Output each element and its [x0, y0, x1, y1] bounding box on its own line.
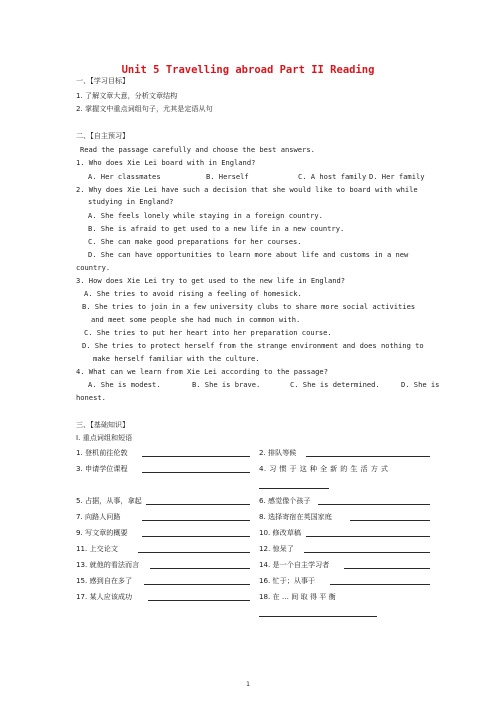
answer-blank-18[interactable] [259, 616, 377, 617]
phrase-9: 9. 写文章的概要 [76, 528, 128, 537]
q3-option-a: A. She tries to avoid rising a feeling of homesick. [84, 289, 302, 298]
question-4: 4. What can we learn from Xie Lei according to the passage? [76, 367, 328, 376]
q3-option-b: B. She tries to join in a few university clubs to share more social activities [82, 302, 416, 311]
q3-option-c: C. She tries to put her heart into her preparation course. [84, 328, 332, 337]
phrase-6: 6. 感觉像个孩子 [259, 496, 311, 505]
phrase-13: 13. 就他的看法而言 [76, 560, 140, 569]
phrase-12: 12. 惊呆了 [259, 544, 294, 553]
question-3: 3. How does Xie Lei try to get used to the new life in England? [76, 276, 346, 285]
question-1: 1. Who does Xie Lei board with in England? [76, 158, 256, 167]
phrase-4: 4. 习 惯 于 这 种 全 新 的 生 活 方 式 [259, 464, 389, 473]
answer-blank-7[interactable] [142, 520, 250, 521]
answer-blank-13[interactable] [150, 568, 250, 569]
q1-option-c: C. A host family [298, 172, 367, 181]
q3-option-d: D. She tries to protect herself from the strange environment and does nothing to [82, 341, 424, 350]
answer-blank-1[interactable] [142, 456, 250, 457]
objective-1: 1. 了解文章大意，分析文章结构 [76, 91, 178, 100]
instruction: Read the passage carefully and choose the best answers. [80, 145, 315, 154]
answer-blank-16[interactable] [330, 584, 430, 585]
q2-option-b: B. She is afraid to get used to a new life in a new country. [88, 224, 345, 233]
q4-option-c: C. She is determined. [290, 380, 380, 389]
q4-option-b: B. She is brave. [192, 380, 261, 389]
answer-blank-14[interactable] [344, 568, 430, 569]
answer-blank-11[interactable] [138, 552, 250, 553]
phrase-2: 2. 排队等候 [259, 448, 297, 457]
q2-option-c: C. She can make good preparations for her courses. [88, 237, 302, 246]
q3-option-d-cont: make herself familiar with the culture. [93, 354, 260, 363]
page-title: Unit 5 Travelling abroad Part II Reading [121, 64, 375, 76]
phrase-1: 1. 登机前往伦敦 [76, 448, 128, 457]
answer-blank-5[interactable] [146, 504, 250, 505]
answer-blank-3[interactable] [142, 472, 250, 473]
q1-option-a: A. Her classmates [88, 172, 161, 181]
answer-blank-10[interactable] [306, 536, 430, 537]
answer-blank-2[interactable] [306, 456, 430, 457]
phrase-16: 16. 忙于；从事于 [259, 576, 316, 585]
phrase-17: 17. 某人应该成功 [76, 592, 133, 601]
q4-option-a: A. She is modest. [88, 380, 161, 389]
answer-blank-12[interactable] [304, 552, 430, 553]
answer-blank-4[interactable] [259, 488, 329, 489]
answer-blank-6[interactable] [318, 504, 430, 505]
question-2-cont: studying in England? [88, 197, 174, 206]
answer-blank-9[interactable] [142, 536, 250, 537]
answer-blank-8[interactable] [350, 520, 430, 521]
phrase-5: 5. 占据，从事，拿起 [76, 496, 142, 505]
section2-heading: 二、【自主预习】 [76, 131, 130, 140]
page-number: 1 [246, 681, 250, 688]
q2-option-d-cont: country. [76, 263, 111, 272]
phrase-18: 18. 在 … 间 取 得 平 衡 [259, 592, 336, 601]
phrase-10: 10. 修改草稿 [259, 528, 301, 537]
question-2: 2. Why does Xie Lei have such a decision that she would like to board with while [76, 185, 418, 194]
phrase-3: 3. 申请学位课程 [76, 464, 128, 473]
section3-heading: 三、【基础知识】 [76, 420, 130, 429]
answer-blank-15[interactable] [144, 584, 250, 585]
phrase-7: 7. 向路人问路 [76, 512, 121, 521]
q4-option-d-cont: honest. [76, 393, 106, 402]
q4-option-d: D. She is [401, 380, 440, 389]
phrase-11: 11. 上交论文 [76, 544, 118, 553]
objective-2: 2. 掌握文中重点词组句子，尤其是定语从句 [76, 104, 213, 113]
q2-option-a: A. She feels lonely while staying in a foreign country. [88, 211, 323, 220]
q1-option-b: B. Herself [206, 172, 249, 181]
phrase-8: 8. 选择寄宿在英国家庭 [259, 512, 332, 521]
q3-option-b-cont: and meet some people she had much in common with. [91, 315, 301, 324]
answer-blank-17[interactable] [148, 600, 250, 601]
section1-heading: 一、【学习目标】 [76, 76, 130, 85]
q2-option-d: D. She can have opportunities to learn more about life and customs in a new [88, 250, 409, 259]
section3-subheading: I. 重点词组和短语 [76, 433, 133, 442]
phrase-15: 15. 感到自在多了 [76, 576, 133, 585]
q1-option-d: D. Her family [369, 172, 425, 181]
phrase-14: 14. 是一个自主学习者 [259, 560, 330, 569]
